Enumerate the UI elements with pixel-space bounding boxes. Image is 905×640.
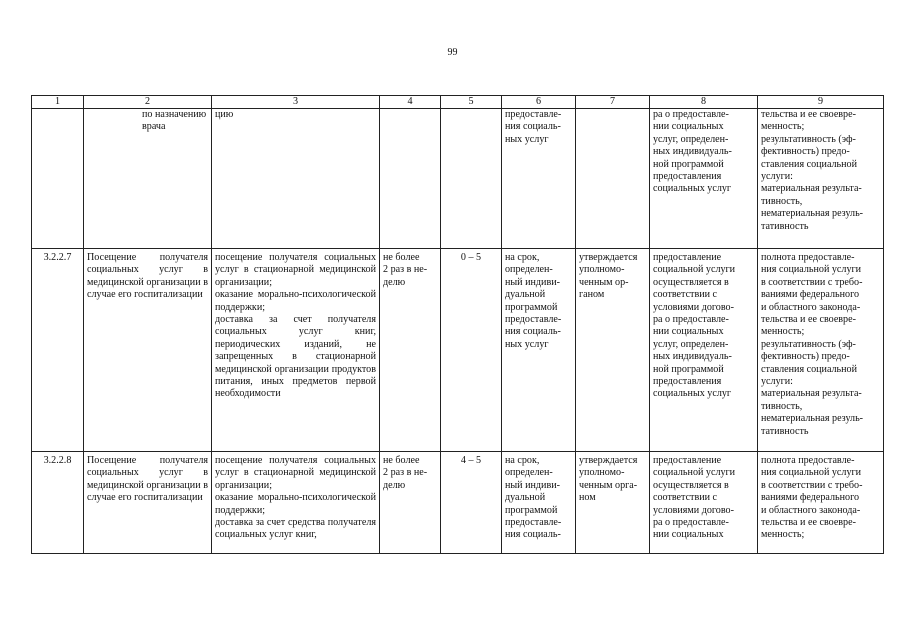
cell-term: 0 – 5 xyxy=(441,249,502,452)
cell-criteria: тельства и ее своевре- менность; результативность (эф- фективность) предо- ставления социальной услуги: материальная результа- тивность, нематериальная резуль- тативность xyxy=(758,109,884,249)
column-header: 7 xyxy=(576,96,650,109)
column-header: 1 xyxy=(32,96,84,109)
cell-conditions: предоставление социальной услуги осуществляется в соответствии с условиями догово- ра о предоставле- нии социальных xyxy=(650,452,758,554)
cell-frequency: не более 2 раз в не- делю xyxy=(380,452,441,554)
cell-criteria: полнота предоставле- ния социальной услуги в соответствии с требо- ваниями федерального и областного законода- тельства и ее своевре- менность; результативность (эф- фективность) предо- ставления социальной услуги: материальная результа- тивность, нематериальная резуль- тативность xyxy=(758,249,884,452)
table-row xyxy=(32,109,884,249)
table-row xyxy=(32,452,884,554)
cell-service-name: по назначению врача xyxy=(84,109,212,249)
column-header: 6 xyxy=(502,96,576,109)
cell-code xyxy=(32,109,84,249)
cell-frequency: не более 2 раз в не- делю xyxy=(380,249,441,452)
page-number: 99 xyxy=(447,47,458,58)
cell-term xyxy=(441,109,502,249)
cell-code: 3.2.2.7 xyxy=(32,249,84,452)
cell-approval xyxy=(576,109,650,249)
cell-approval: утверждается уполномо- ченным ор- ганом xyxy=(576,249,650,452)
column-header: 2 xyxy=(84,96,212,109)
cell-conditions: предоставление социальной услуги осуществляется в соответствии с условиями догово- ра о предоставле- нии социальных услуг, определен- ных индивидуаль- ной программой предоставления социальных услуг xyxy=(650,249,758,452)
cell-description: посещение получателя социальных услуг в стационарной медицинской организации; оказание морально-психологической поддержки; доставка за счет средства получателя социальных услуг книг, xyxy=(212,452,380,554)
column-header: 3 xyxy=(212,96,380,109)
cell-service-name: Посещение получателя социальных услуг в медицинской организации в случае его госпитализации xyxy=(84,452,212,554)
cell-conditions: ра о предоставле- нии социальных услуг, определен- ных индивидуаль- ной программой предоставления социальных услуг xyxy=(650,109,758,249)
cell-frequency xyxy=(380,109,441,249)
cell-approval: утверждается уполномо- ченным орга- ном xyxy=(576,452,650,554)
column-header: 9 xyxy=(758,96,884,109)
cell-service-name: Посещение получателя социальных услуг в медицинской организации в случае его госпитализации xyxy=(84,249,212,452)
cell-code: 3.2.2.8 xyxy=(32,452,84,554)
column-header: 8 xyxy=(650,96,758,109)
cell-duration: на срок, определен- ный индиви- дуальной программой предоставле- ния социаль- xyxy=(502,452,576,554)
table-row xyxy=(32,249,884,452)
cell-description: посещение получателя социальных услуг в стационарной медицинской организации; оказание морально-психологической поддержки; доставка за счет получателя социальных услуг книг, периодических изданий, не запрещенных в стационарной медицинской организации продуктов питания, иных предметов первой необходимости xyxy=(212,249,380,452)
services-table xyxy=(31,95,884,554)
cell-term: 4 – 5 xyxy=(441,452,502,554)
column-header: 5 xyxy=(441,96,502,109)
cell-duration: предоставле- ния социаль- ных услуг xyxy=(502,109,576,249)
header-row xyxy=(32,96,884,109)
cell-criteria: полнота предоставле- ния социальной услуги в соответствии с требо- ваниями федерального и областного законода- тельства и ее своевре- менность; xyxy=(758,452,884,554)
cell-description: цию xyxy=(212,109,380,249)
column-header: 4 xyxy=(380,96,441,109)
cell-duration: на срок, определен- ный индиви- дуальной программой предоставле- ния социаль- ных услуг xyxy=(502,249,576,452)
